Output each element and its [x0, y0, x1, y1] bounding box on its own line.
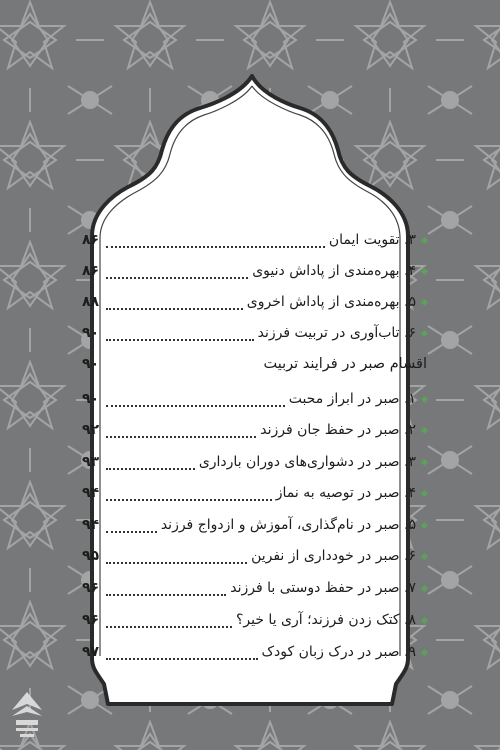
bullet-icon — [421, 298, 428, 305]
dot-leader — [106, 588, 226, 596]
toc-entry-title: ۴. بهره‌مندی از پاداش دنیوی — [252, 263, 416, 279]
toc-entry[interactable] — [82, 259, 427, 283]
dot-leader — [106, 620, 232, 628]
toc-page-number: ۸۶ — [82, 232, 100, 248]
toc-entry[interactable] — [82, 387, 427, 411]
toc-page-number: ۹۳ — [82, 454, 100, 470]
dot-leader — [106, 525, 157, 533]
bullet-icon — [421, 616, 428, 623]
toc-entry-title: ۶. صبر در خودداری از نفرین — [251, 548, 416, 564]
dot-leader — [106, 462, 195, 470]
toc-page-number: ۹۴ — [82, 485, 100, 501]
toc-entry[interactable] — [82, 481, 427, 505]
toc-page-number: ۹۰ — [82, 356, 100, 372]
toc-entry-title: ۴. صبر در توصیه به نماز — [275, 485, 416, 501]
publisher-logo-icon — [8, 690, 46, 742]
toc-entry-title: ۱. صبر در ابراز محبت — [288, 391, 416, 407]
dot-leader — [106, 652, 258, 660]
dot-leader — [106, 430, 256, 438]
toc-entry[interactable] — [82, 418, 427, 442]
bullet-icon — [421, 489, 428, 496]
dot-leader — [106, 302, 243, 310]
bullet-icon — [421, 267, 428, 274]
toc-entry[interactable] — [82, 228, 427, 252]
toc-entry[interactable] — [82, 576, 427, 600]
toc-entry[interactable] — [82, 513, 427, 537]
toc-page-number: ۹۰ — [82, 391, 100, 407]
toc-entry-title: ۵. بهره‌مندی از پاداش اخروی — [246, 294, 416, 310]
toc-entry-title: ۲. صبر در حفظ جان فرزند — [260, 422, 416, 438]
toc-page-number: ۹۶ — [82, 612, 100, 628]
bullet-icon — [421, 458, 428, 465]
toc-page-number: ۹۴ — [82, 517, 100, 533]
toc-page-number: ۹۰ — [82, 325, 100, 341]
dot-leader — [106, 365, 259, 371]
toc-entry-title: ۸. کتک زدن فرزند؛ آری یا خیر؟ — [235, 612, 416, 628]
bullet-icon — [421, 395, 428, 402]
toc-entry-title: ۳. تقویت ایمان — [328, 232, 416, 248]
dot-leader — [106, 333, 254, 341]
dot-leader — [106, 556, 247, 564]
bullet-icon — [421, 552, 428, 559]
dot-leader — [106, 399, 285, 407]
dot-leader — [106, 271, 248, 279]
toc-entry[interactable] — [82, 608, 427, 632]
toc-page-number: ۸۶ — [82, 263, 100, 279]
toc-section-title: اقسام صبر در فرایند تربیت — [263, 356, 427, 372]
dot-leader — [106, 240, 325, 248]
toc-entry[interactable] — [82, 544, 427, 568]
bullet-icon — [421, 329, 428, 336]
toc-entry-title: ۳. صبر در دشواری‌های دوران بارداری — [198, 454, 416, 470]
dot-leader — [106, 493, 272, 501]
bullet-icon — [421, 584, 428, 591]
toc-entry-title: ۶. تاب‌آوری در تربیت فرزند — [257, 325, 416, 341]
toc-page-number: ۹۲ — [82, 422, 100, 438]
bullet-icon — [421, 648, 428, 655]
toc-entry[interactable] — [82, 321, 427, 345]
toc-section-heading[interactable] — [82, 352, 427, 376]
toc-entry[interactable] — [82, 290, 427, 314]
toc-page-number: ۸۸ — [82, 294, 100, 310]
bullet-icon — [421, 236, 428, 243]
toc-entry[interactable] — [82, 640, 427, 664]
bullet-icon — [421, 426, 428, 433]
toc-entry[interactable] — [82, 450, 427, 474]
toc-entry-title: ۹. صبر در درک زبان کودک — [261, 644, 416, 660]
toc-page-number: ۹۶ — [82, 580, 100, 596]
toc-page-number: ۹۷ — [82, 644, 100, 660]
toc-entry-title: ۵. صبر در نام‌گذاری، آموزش و ازدواج فرزند — [160, 517, 416, 533]
toc-page-number: ۹۵ — [82, 548, 100, 564]
toc-entry-title: ۷. صبر در حفظ دوستی با فرزند — [230, 580, 416, 596]
bullet-icon — [421, 521, 428, 528]
